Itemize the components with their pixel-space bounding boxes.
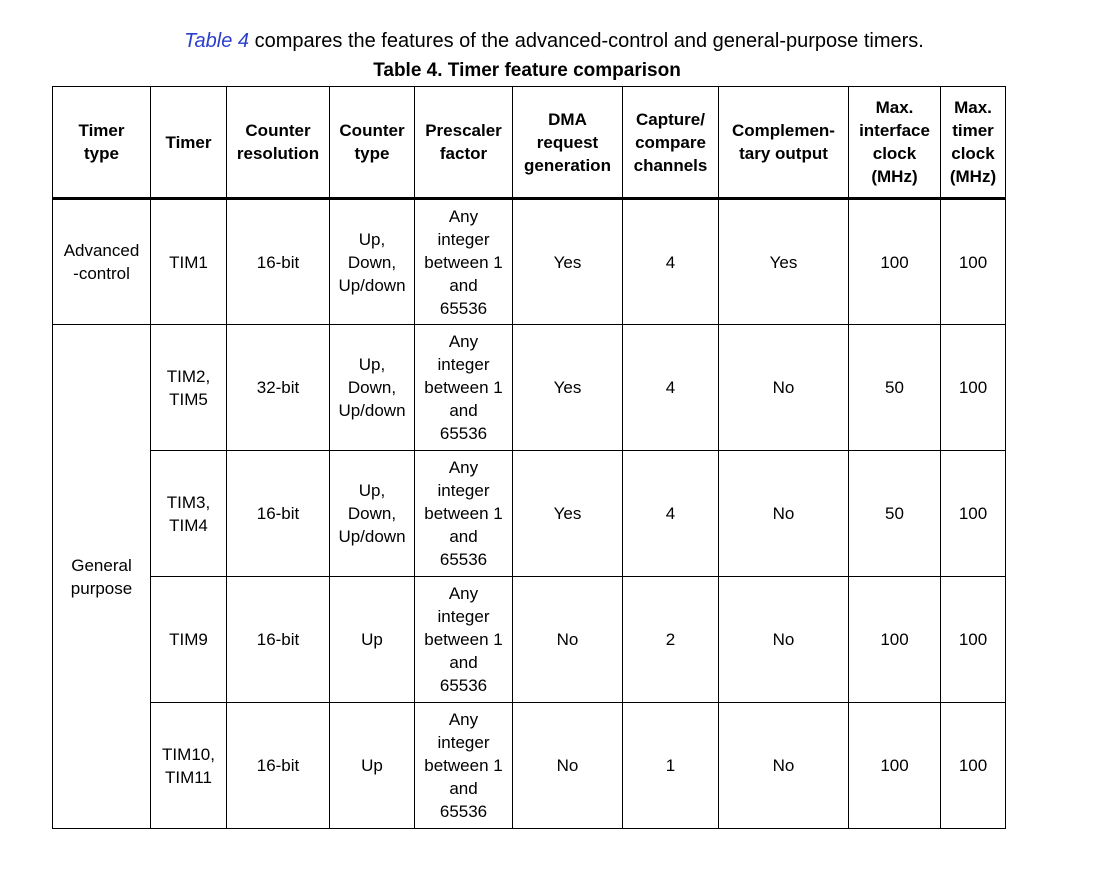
timer-feature-table	[52, 86, 1006, 829]
col-header-complementary-output: Complemen- tary output	[719, 87, 849, 199]
complementary-cell: Yes	[719, 199, 849, 325]
prescaler-cell: Any integer between 1 and 65536	[415, 451, 513, 577]
channels-cell: 1	[623, 703, 719, 829]
col-header-max-timer-clock: Max. timer clock (MHz)	[941, 87, 1006, 199]
timer-cell: TIM10, TIM11	[151, 703, 227, 829]
col-header-timer-type: Timer type	[53, 87, 151, 199]
table-row	[53, 703, 1006, 829]
timer-type-cell-advanced: Advanced -control	[53, 199, 151, 325]
col-header-dma-request: DMA request generation	[513, 87, 623, 199]
interface-clock-cell: 50	[849, 325, 941, 451]
intro-paragraph	[0, 28, 1108, 54]
table-caption: Table 4. Timer feature comparison	[373, 60, 681, 81]
timer-clock-cell: 100	[941, 703, 1006, 829]
timer-cell: TIM2, TIM5	[151, 325, 227, 451]
table-reference-link[interactable]: Table 4	[184, 30, 250, 52]
dma-cell: No	[513, 577, 623, 703]
resolution-cell: 32-bit	[227, 325, 330, 451]
interface-clock-cell: 50	[849, 451, 941, 577]
timer-cell: TIM1	[151, 199, 227, 325]
resolution-cell: 16-bit	[227, 199, 330, 325]
col-header-timer: Timer	[151, 87, 227, 199]
table-row	[53, 577, 1006, 703]
timer-clock-cell: 100	[941, 577, 1006, 703]
counter-type-cell: Up, Down, Up/down	[330, 325, 415, 451]
resolution-cell: 16-bit	[227, 577, 330, 703]
prescaler-cell: Any integer between 1 and 65536	[415, 577, 513, 703]
dma-cell: Yes	[513, 325, 623, 451]
timer-type-cell-general: General purpose	[53, 325, 151, 829]
channels-cell: 2	[623, 577, 719, 703]
counter-type-cell: Up	[330, 577, 415, 703]
channels-cell: 4	[623, 451, 719, 577]
col-header-max-interface-clock: Max. interface clock (MHz)	[849, 87, 941, 199]
counter-type-cell: Up, Down, Up/down	[330, 451, 415, 577]
timer-cell: TIM3, TIM4	[151, 451, 227, 577]
complementary-cell: No	[719, 325, 849, 451]
timer-clock-cell: 100	[941, 451, 1006, 577]
header-row	[53, 87, 1006, 199]
interface-clock-cell: 100	[849, 577, 941, 703]
intro-text: compares the features of the advanced-control and general-purpose timers.	[249, 30, 924, 52]
col-header-counter-resolution: Counter resolution	[227, 87, 330, 199]
complementary-cell: No	[719, 577, 849, 703]
counter-type-cell: Up, Down, Up/down	[330, 199, 415, 325]
table-row	[53, 199, 1006, 325]
complementary-cell: No	[719, 703, 849, 829]
col-header-prescaler-factor: Prescaler factor	[415, 87, 513, 199]
complementary-cell: No	[719, 451, 849, 577]
resolution-cell: 16-bit	[227, 451, 330, 577]
col-header-capture-compare: Capture/ compare channels	[623, 87, 719, 199]
timer-clock-cell: 100	[941, 325, 1006, 451]
dma-cell: Yes	[513, 451, 623, 577]
channels-cell: 4	[623, 199, 719, 325]
interface-clock-cell: 100	[849, 703, 941, 829]
prescaler-cell: Any integer between 1 and 65536	[415, 703, 513, 829]
dma-cell: Yes	[513, 199, 623, 325]
col-header-counter-type: Counter type	[330, 87, 415, 199]
prescaler-cell: Any integer between 1 and 65536	[415, 199, 513, 325]
resolution-cell: 16-bit	[227, 703, 330, 829]
interface-clock-cell: 100	[849, 199, 941, 325]
channels-cell: 4	[623, 325, 719, 451]
table-row	[53, 325, 1006, 451]
table-row	[53, 451, 1006, 577]
timer-clock-cell: 100	[941, 199, 1006, 325]
prescaler-cell: Any integer between 1 and 65536	[415, 325, 513, 451]
counter-type-cell: Up	[330, 703, 415, 829]
timer-cell: TIM9	[151, 577, 227, 703]
dma-cell: No	[513, 703, 623, 829]
